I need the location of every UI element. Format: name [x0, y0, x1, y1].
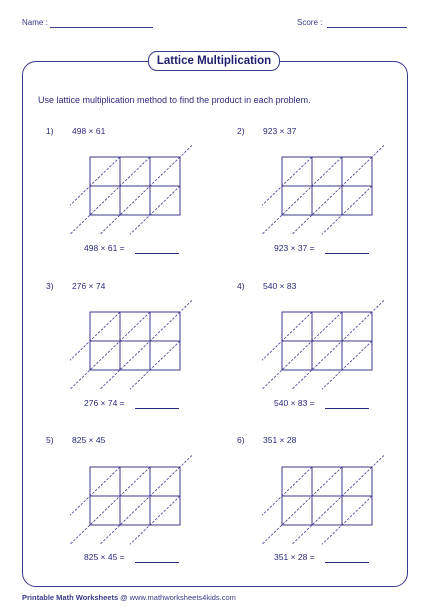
footer-site-link[interactable]: www.mathworksheets4kids.com — [129, 593, 236, 602]
problem-number: 1) — [46, 126, 54, 136]
instructions: Use lattice multiplication method to find the product in each problem. — [38, 95, 311, 105]
problem-expression: 540 × 83 — [263, 281, 297, 291]
problem-number: 2) — [237, 126, 245, 136]
answer-equation: 825 × 45 = — [84, 552, 125, 562]
lattice-diagonal — [262, 467, 312, 515]
problem-number: 3) — [46, 281, 54, 291]
lattice-diagonal — [322, 496, 372, 544]
score-label: Score : — [297, 18, 323, 27]
problem-expression: 825 × 45 — [72, 435, 106, 445]
problem-expression: 498 × 61 — [72, 126, 106, 136]
answer-line[interactable] — [325, 562, 369, 563]
worksheet-title: Lattice Multiplication — [148, 51, 280, 71]
problem-number: 6) — [237, 435, 245, 445]
problem-expression: 351 × 28 — [263, 435, 297, 445]
problem-number: 5) — [46, 435, 54, 445]
problem-number: 4) — [237, 281, 245, 291]
problem-expression: 923 × 37 — [263, 126, 297, 136]
lattice-diagonal — [262, 467, 342, 544]
answer-equation: 540 × 83 = — [274, 398, 315, 408]
answer-equation: 498 × 61 = — [84, 243, 125, 253]
footer — [22, 593, 236, 602]
answer-equation: 923 × 37 = — [274, 243, 315, 253]
answer-equation: 276 × 74 = — [84, 398, 125, 408]
answer-equation: 351 × 28 = — [274, 552, 315, 562]
lattice-diagonal — [292, 467, 372, 544]
lattice-diagonal — [372, 455, 384, 467]
name-label: Name : — [22, 18, 48, 27]
problem-expression: 276 × 74 — [72, 281, 106, 291]
footer-prefix: Printable Math Worksheets @ — [22, 593, 130, 602]
